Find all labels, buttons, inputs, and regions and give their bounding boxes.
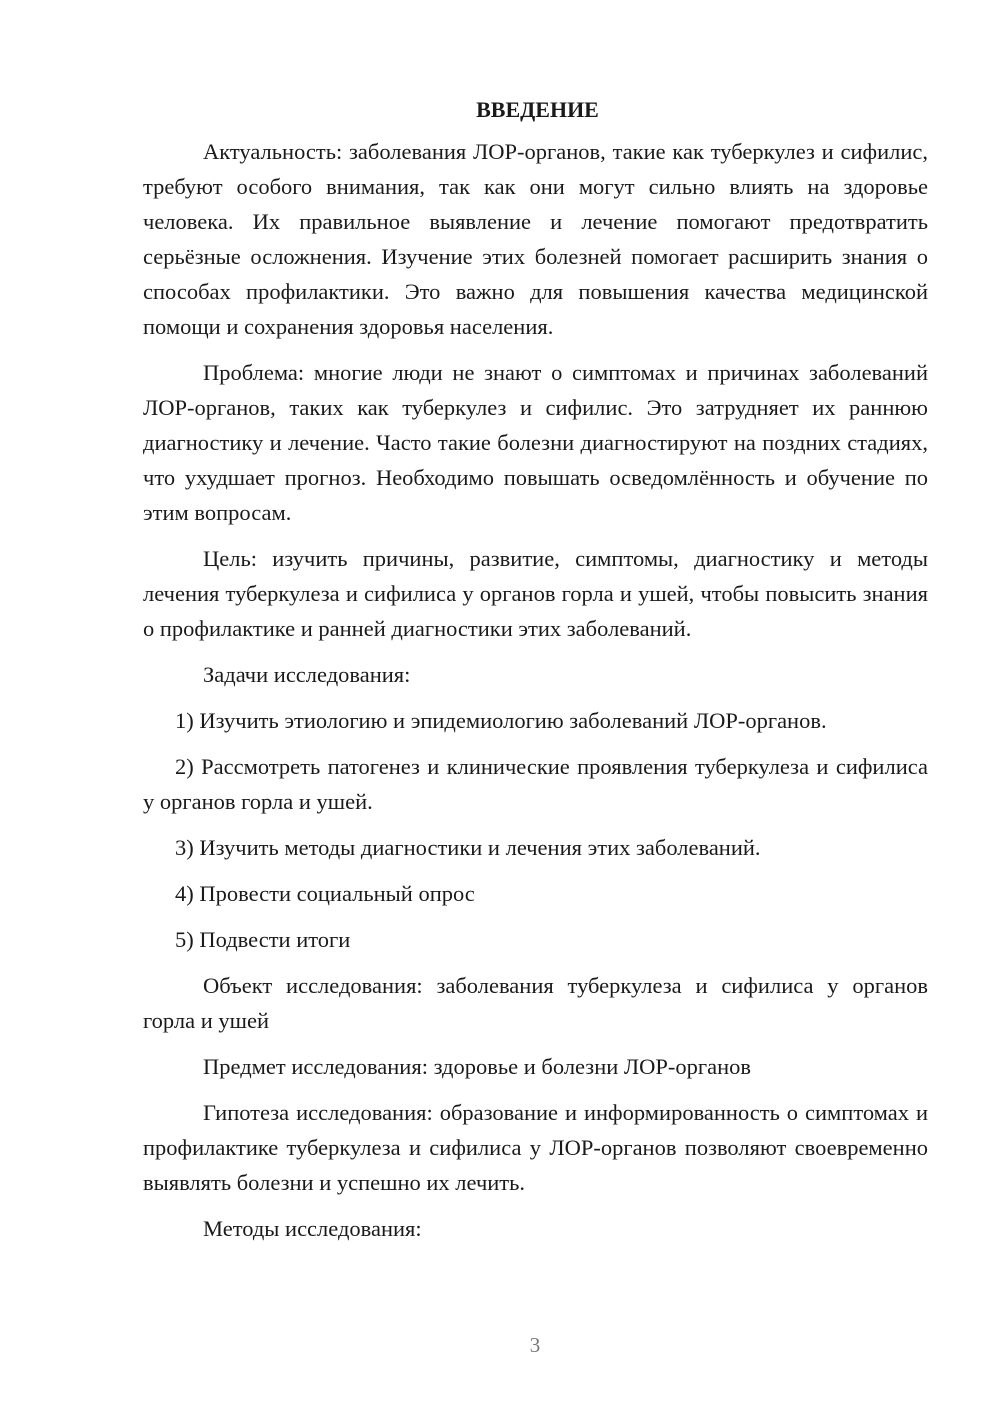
task-item: 2) Рассмотреть патогенез и клинические проявления туберкулеза и сифилиса у органов горла и ушей. — [143, 754, 928, 814]
problem-paragraph: Проблема: многие люди не знают о симптомах и причинах заболеваний ЛОР-органов, таких как туберкулез и сифилис. Это затрудняет их раннюю диагностику и лечение. Часто такие болезни диагностируют на поздних стадиях, что ухудшает прогноз. Необходимо повышать осведомлённость и обучение по этим вопросам. — [143, 360, 928, 525]
subject-paragraph: Предмет исследования: здоровье и болезни ЛОР-органов — [203, 1054, 752, 1079]
goal-paragraph: Цель: изучить причины, развитие, симптомы, диагностику и методы лечения туберкулеза и сифилиса у органов горла и ушей, чтобы повысить знания о профилактике и ранней диагностики этих заболеваний. — [143, 546, 928, 641]
tasks-heading: Задачи исследования: — [203, 662, 411, 687]
task-item: 3) Изучить методы диагностики и лечения этих заболеваний. — [175, 835, 761, 860]
page-number: 3 — [529, 1333, 541, 1357]
relevance-paragraph: Актуальность: заболевания ЛОР-органов, такие как туберкулез и сифилис, требуют особого внимания, так как они могут сильно влиять на здоровье человека. Их правильное выявление и лечение помогают предотвратить серьёзные осложнения. Изучение этих болезней помогает расширить знания о способах профилактики. Это важно для повышения качества медицинской помощи и сохранения здоровья населения. — [143, 139, 928, 339]
task-item: 1) Изучить этиологию и эпидемиологию заболеваний ЛОР-органов. — [175, 708, 827, 733]
task-item: 4) Провести социальный опрос — [175, 881, 475, 906]
section-title: ВВЕДЕНИЕ — [476, 97, 599, 122]
task-item: 5) Подвести итоги — [175, 927, 351, 952]
object-paragraph: Объект исследования: заболевания туберкулеза и сифилиса у органов горла и ушей — [143, 973, 928, 1033]
methods-heading: Методы исследования: — [203, 1216, 422, 1241]
hypothesis-paragraph: Гипотеза исследования: образование и информированность о симптомах и профилактике туберкулеза и сифилиса у ЛОР-органов позволяют своевременно выявлять болезни и успешно их лечить. — [143, 1100, 928, 1195]
document-page — [143, 92, 928, 1257]
